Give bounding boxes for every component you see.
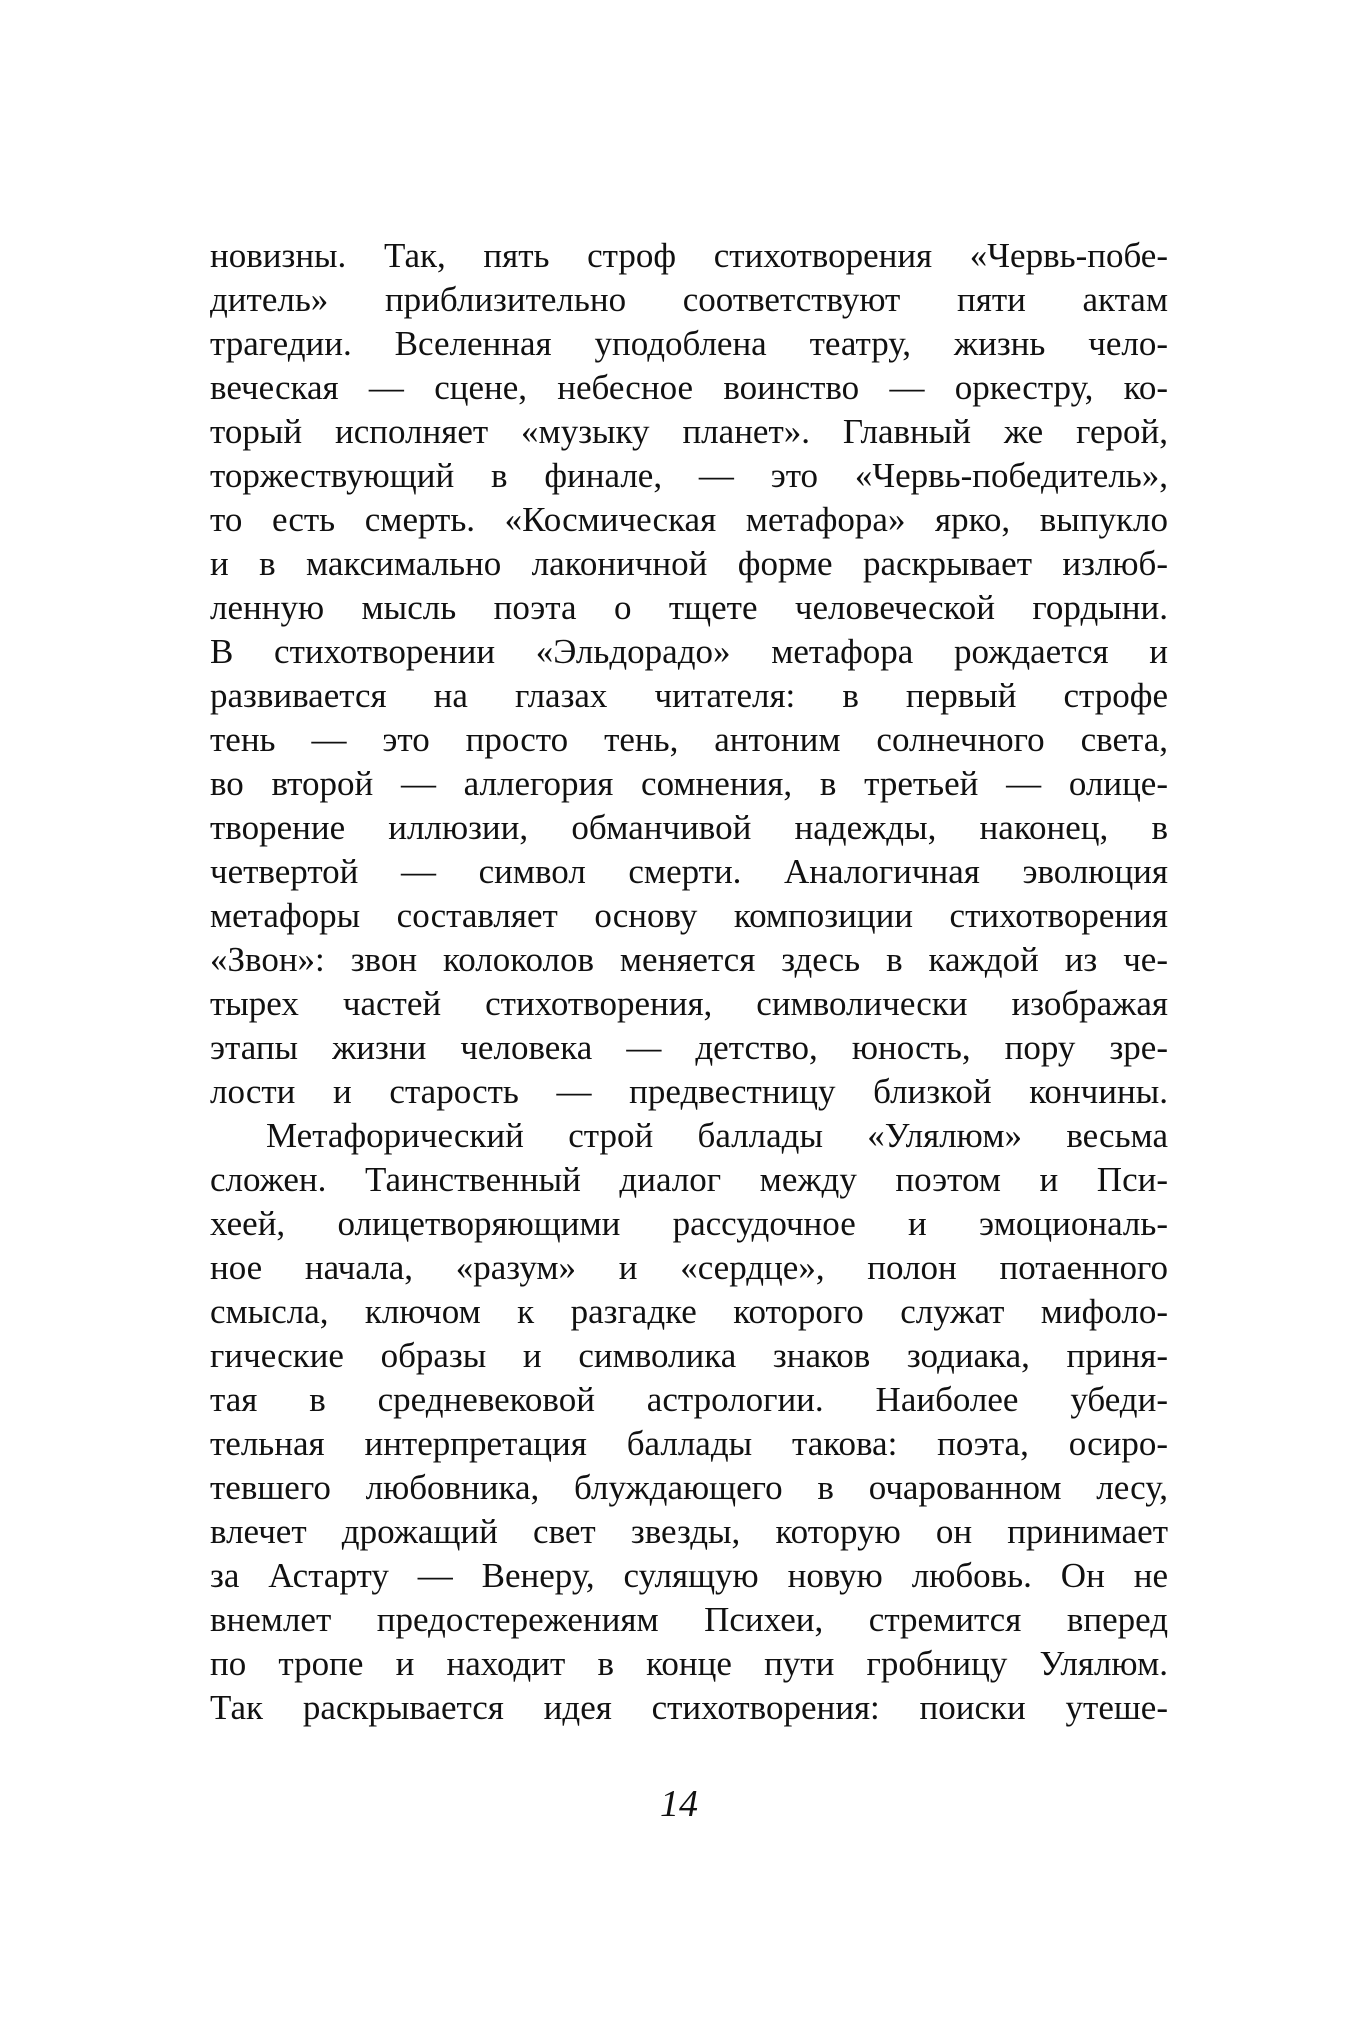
text-line: хеей, олицетворяющими рассудочное и эмоциональ- xyxy=(210,1204,1168,1243)
text-line: влечет дрожащий свет звезды, которую он принимает xyxy=(210,1512,1168,1551)
text-line: тень — это просто тень, антоним солнечного света, xyxy=(210,720,1168,759)
text-line: трагедии. Вселенная уподоблена театру, жизнь чело- xyxy=(210,324,1168,363)
text-line: тевшего любовника, блуждающего в очарованном лесу, xyxy=(210,1468,1168,1507)
text-line: внемлет предостережениям Психеи, стремится вперед xyxy=(210,1600,1168,1639)
text-line: во второй — аллегория сомнения, в третьей — олице- xyxy=(210,764,1168,803)
text-line: и в максимально лаконичной форме раскрывает излюб- xyxy=(210,544,1168,583)
text-line: новизны. Так, пять строф стихотворения «Червь-побе- xyxy=(210,236,1168,275)
text-line: «Звон»: звон колоколов меняется здесь в каждой из че- xyxy=(210,940,1168,979)
text-line: тырех частей стихотворения, символически изображая xyxy=(210,984,1168,1023)
text-line: ленную мысль поэта о тщете человеческой гордыни. xyxy=(210,588,1168,627)
text-line: четвертой — символ смерти. Аналогичная эволюция xyxy=(210,852,1168,891)
text-line: Метафорический строй баллады «Улялюм» весьма xyxy=(266,1116,1168,1155)
body-text xyxy=(210,234,1168,1730)
text-line: то есть смерть. «Космическая метафора» ярко, выпукло xyxy=(210,500,1168,539)
text-line: торжествующий в финале, — это «Червь-победитель», xyxy=(210,456,1168,495)
text-line: лости и старость — предвестницу близкой кончины. xyxy=(210,1072,1168,1111)
text-line: тельная интерпретация баллады такова: поэта, осиро- xyxy=(210,1424,1168,1463)
text-line: этапы жизни человека — детство, юность, пору зре- xyxy=(210,1028,1168,1067)
text-line: смысла, ключом к разгадке которого служат мифоло- xyxy=(210,1292,1168,1331)
text-line: тая в средневековой астрологии. Наиболее убеди- xyxy=(210,1380,1168,1419)
text-line: по тропе и находит в конце пути гробницу Улялюм. xyxy=(210,1644,1168,1683)
text-line: торый исполняет «музыку планет». Главный же герой, xyxy=(210,412,1168,451)
text-line: развивается на глазах читателя: в первый строфе xyxy=(210,676,1168,715)
text-line: ное начала, «разум» и «сердце», полон потаенного xyxy=(210,1248,1168,1287)
text-line: гические образы и символика знаков зодиака, приня- xyxy=(210,1336,1168,1375)
text-line: за Астарту — Венеру, сулящую новую любовь. Он не xyxy=(210,1556,1168,1595)
text-line: веческая — сцене, небесное воинство — оркестру, ко- xyxy=(210,368,1168,407)
text-line: В стихотворении «Эльдорадо» метафора рождается и xyxy=(210,632,1168,671)
text-line: творение иллюзии, обманчивой надежды, наконец, в xyxy=(210,808,1168,847)
text-line: дитель» приблизительно соответствуют пяти актам xyxy=(210,280,1168,319)
page-number: 14 xyxy=(660,1783,698,1825)
text-line: метафоры составляет основу композиции стихотворения xyxy=(210,896,1168,935)
text-line: Так раскрывается идея стихотворения: поиски утеше- xyxy=(210,1688,1168,1727)
text-line: сложен. Таинственный диалог между поэтом и Пси- xyxy=(210,1160,1168,1199)
